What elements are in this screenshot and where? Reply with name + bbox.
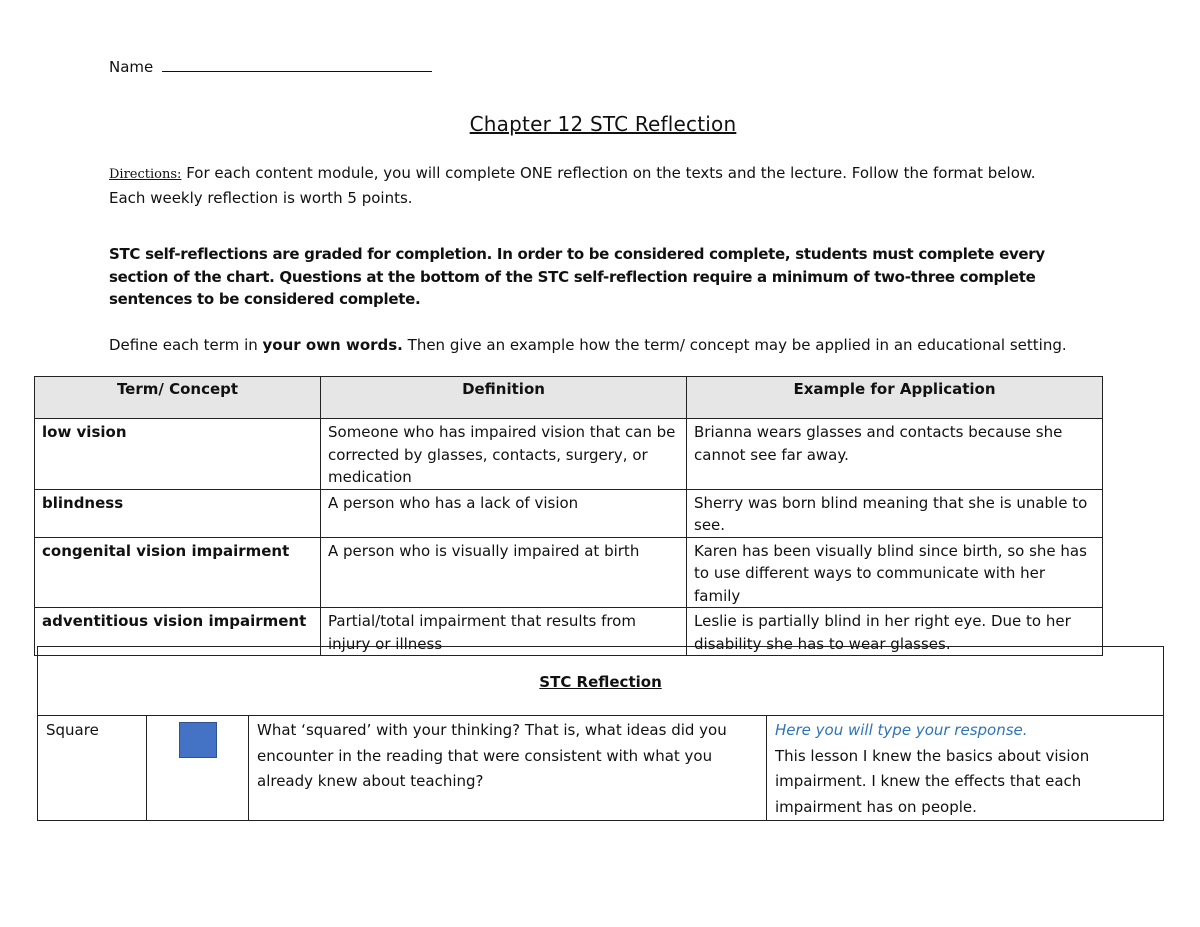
page-title: Chapter 12 STC Reflection (469, 112, 737, 136)
term-cell: adventitious vision impairment (35, 608, 321, 656)
term-cell: congenital vision impairment (35, 537, 321, 608)
define-instruction-after: Then give an example how the term/ concept may be applied in an educational setting. (402, 336, 1067, 354)
term-cell: blindness (35, 489, 321, 537)
directions-text: For each content module, you will complete ONE reflection on the texts and the lecture. Follow the format below. Each weekly reflection is worth 5 points. (109, 164, 1036, 207)
terms-table (34, 376, 1103, 656)
define-instruction-emphasis: your own words. (262, 336, 403, 354)
stc-response-cell[interactable] (767, 716, 1164, 821)
name-field (109, 57, 432, 76)
name-label: Name (109, 58, 154, 76)
table-row (35, 489, 1103, 537)
example-cell[interactable]: Leslie is partially blind in her right eye. Due to her disability she has to wear glasses. (687, 608, 1103, 656)
blue-square-icon (179, 722, 217, 758)
stc-reflection-table (37, 646, 1164, 821)
stc-heading-row (38, 647, 1164, 716)
response-hint: Here you will type your response. (775, 721, 1028, 739)
example-cell[interactable]: Karen has been visually blind since birth, so she has to use different ways to communicate with her family (687, 537, 1103, 608)
terms-table-header-row (35, 377, 1103, 419)
response-text[interactable]: This lesson I knew the basics about vision impairment. I knew the effects that each impairment has on people. (775, 746, 1090, 816)
directions-paragraph (109, 162, 1069, 209)
terms-header-definition: Definition (321, 377, 687, 419)
name-blank-line[interactable] (162, 57, 432, 72)
stc-prompt: What ‘squared’ with your thinking? That is, what ideas did you encounter in the reading that were consistent with what you already knew about teaching? (249, 716, 767, 821)
definition-cell[interactable]: A person who has a lack of vision (321, 489, 687, 537)
stc-row-label: Square (38, 716, 147, 821)
terms-header-example: Example for Application (687, 377, 1103, 419)
example-cell[interactable]: Brianna wears glasses and contacts because she cannot see far away. (687, 419, 1103, 490)
example-cell[interactable]: Sherry was born blind meaning that she is unable to see. (687, 489, 1103, 537)
definition-cell[interactable]: Someone who has impaired vision that can be corrected by glasses, contacts, surgery, or medication (321, 419, 687, 490)
term-cell: low vision (35, 419, 321, 490)
stc-heading: STC Reflection (38, 647, 1164, 716)
terms-header-term: Term/ Concept (35, 377, 321, 419)
grading-note: STC self-reflections are graded for completion. In order to be considered complete, students must complete every section of the chart. Questions at the bottom of the STC self-reflection require a minimum of two-three complete sentences to be considered complete. (109, 245, 1045, 308)
stc-row-square (38, 716, 1164, 821)
define-instruction (109, 334, 1109, 356)
define-instruction-before: Define each term in (109, 336, 263, 354)
stc-shape-cell (147, 716, 249, 821)
table-row (35, 537, 1103, 608)
definition-cell[interactable]: A person who is visually impaired at birth (321, 537, 687, 608)
directions-label: Directions: (109, 167, 182, 182)
table-row (35, 419, 1103, 490)
definition-cell[interactable]: Partial/total impairment that results from injury or illness (321, 608, 687, 656)
